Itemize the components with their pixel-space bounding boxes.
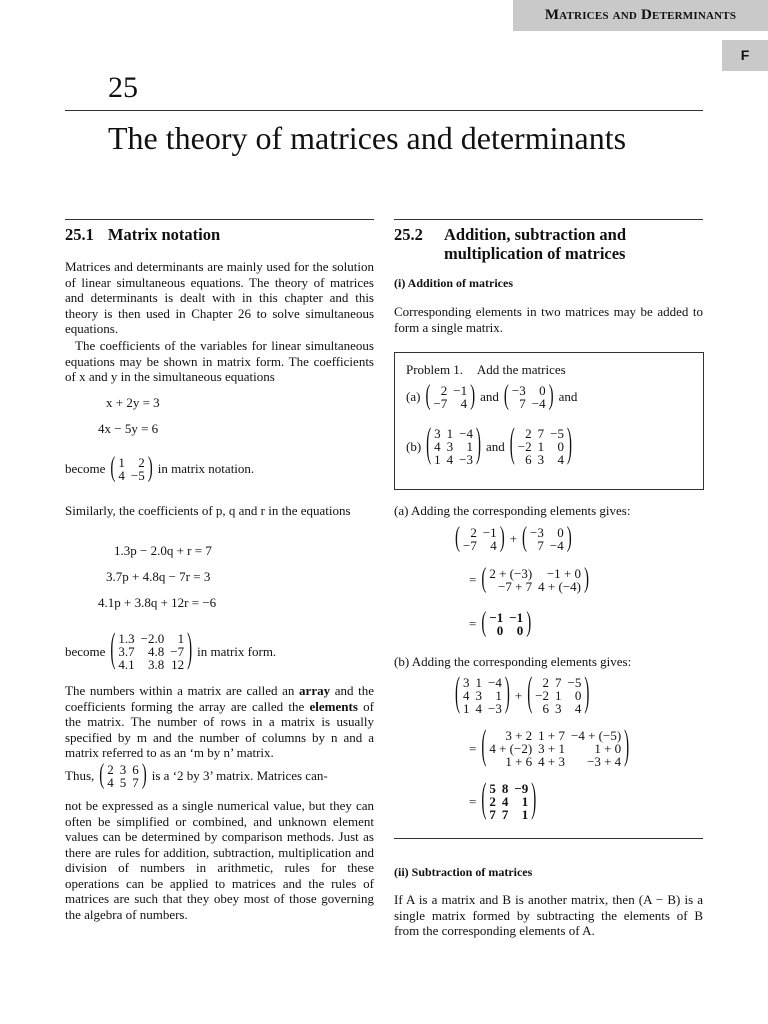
matrix-cell: −2	[517, 439, 532, 454]
matrix-cell: 4	[118, 468, 125, 483]
part-label: (a)	[406, 389, 421, 405]
matrix-grid	[460, 676, 505, 715]
chapter-number: 25	[108, 71, 138, 104]
matrix-cell: 3 + 2	[505, 728, 533, 743]
matrix-cell: 4	[446, 452, 454, 467]
result-matrix	[481, 608, 532, 639]
matrix-grid	[532, 676, 584, 715]
matrix-cell: 3	[119, 762, 127, 777]
matrix-cell: 0	[557, 439, 564, 454]
matrix-cell: −7	[463, 538, 477, 553]
matrix-cell: 6	[525, 452, 532, 467]
matrix-cell: 3	[537, 452, 545, 467]
matrix-left-paren: (	[426, 423, 432, 467]
matrix-cell: 2	[525, 426, 532, 441]
matrix-cell: 1	[521, 794, 529, 809]
matrix-grid	[515, 427, 567, 466]
matrix-cell: 4	[475, 701, 482, 716]
solution-b-text: (b) Adding the corresponding elements gives:	[394, 654, 632, 669]
matrix-cell: 12	[171, 657, 185, 672]
matrix-right-paren: )	[584, 672, 590, 716]
matrix-grid	[115, 632, 187, 671]
matrix-grid	[486, 611, 526, 637]
matrix-cell: 2	[489, 794, 496, 809]
matrix-cell: 1 + 0	[594, 741, 622, 756]
matrix-cell: 7	[537, 538, 544, 553]
paragraph: not be expressed as a single numerical value, but they can often be simplified or combined, and unknown element values can be determined by comparison methods. Just as there are rules for addition, subtraction, multiplication and division of numbers in arithmetic, rules for these operations can be applied to matrices and the rules of matrices are such that they obey most of those governing the algebra of numbers.	[65, 798, 374, 922]
matrix-right-paren: )	[548, 381, 554, 412]
matrix-cell: 2	[470, 525, 477, 540]
matrix-row	[527, 539, 567, 552]
matrix-cell: −3	[459, 452, 474, 467]
matrix-left-paren: (	[425, 381, 431, 412]
matrix-cell: −7	[170, 644, 185, 659]
matrix-line	[65, 628, 277, 672]
matrix-right-paren: )	[566, 523, 572, 554]
matrix-row	[486, 580, 584, 593]
paragraph: Corresponding elements in two matrices may be added to form a single matrix.	[394, 304, 703, 335]
section-rule-right	[394, 219, 703, 220]
matrix-cell: 5	[119, 775, 127, 790]
equation: 3.7p + 4.8q − 7r = 3	[106, 569, 211, 584]
matrix-row	[431, 453, 476, 466]
plus-sign: +	[514, 687, 523, 703]
matrix-cell: 1	[555, 688, 562, 703]
matrix-row	[509, 397, 549, 410]
matrix-cell: 3 + 1	[538, 741, 566, 756]
matrix-cell: 4	[574, 701, 582, 716]
matrix-cell: 2	[440, 383, 448, 398]
section-heading-25-2	[394, 225, 703, 263]
matrix-cell: −1	[453, 383, 468, 398]
matrix-cell: 4	[434, 439, 441, 454]
matrix-cell: −5	[550, 426, 564, 441]
matrix-cell: −3	[511, 383, 526, 398]
section-number: 25.1	[65, 225, 94, 244]
matrix-cell: 7	[555, 675, 562, 690]
matrix-cell: 3	[475, 688, 482, 703]
section-heading-25-1	[65, 225, 220, 244]
matrix-cell: 1	[537, 439, 545, 454]
matrix-cell: 2	[138, 455, 145, 470]
become-text: become	[65, 643, 106, 659]
matrix-left-paren: (	[481, 778, 487, 822]
solution-a-text: (a) Adding the corresponding elements gives:	[394, 503, 631, 518]
matrix-cell: 1	[118, 455, 125, 470]
matrix-row	[460, 702, 505, 715]
matrix-right-paren: )	[187, 628, 193, 672]
matrix-left-paren: (	[503, 381, 509, 412]
solution-a-result	[469, 608, 532, 639]
matrix	[110, 628, 193, 672]
matrix-right-paren: )	[504, 672, 510, 716]
matrix-grid	[486, 782, 531, 821]
matrix-cell: 1	[463, 701, 470, 716]
matrix-cell: 4.1	[118, 657, 135, 672]
problem-part-a	[406, 381, 578, 412]
matrix-left-paren: (	[99, 760, 105, 791]
matrix-right-paren: )	[624, 725, 630, 769]
matrix	[481, 564, 589, 595]
solution-a-line2	[469, 564, 589, 595]
matrix-cell: 0	[574, 688, 582, 703]
thus-text: Thus,	[65, 768, 95, 784]
matrix-cell: −2	[535, 688, 550, 703]
matrix-cell: 3	[463, 675, 470, 690]
matrix-cell: −3	[488, 701, 502, 716]
section-tab: F	[722, 40, 768, 71]
plus-sign: +	[509, 531, 518, 547]
suffix-text: in matrix notation.	[157, 461, 255, 477]
section-number: 25.2	[394, 225, 423, 244]
section-title-line2: multiplication of matrices	[444, 244, 626, 263]
matrix-cell: 2	[107, 762, 114, 777]
matrix-right-paren: )	[526, 608, 532, 639]
matrix-left-paren: (	[110, 453, 116, 484]
section-title-line1: Addition, subtraction and	[444, 225, 627, 244]
matrix-cell: −1 + 0	[546, 566, 581, 581]
matrix-grid	[527, 526, 567, 552]
matrix-cell: 7	[501, 807, 509, 822]
matrix-cell: −4	[531, 396, 546, 411]
matrix-left-paren: (	[110, 628, 116, 672]
matrix-left-paren: (	[455, 672, 460, 716]
matrix-cell: −9	[514, 781, 529, 796]
paragraph: Similarly, the coefficients of p, q and r in the equations	[65, 503, 351, 518]
matrix-cell: −4 + (−5)	[571, 728, 622, 743]
matrix-cell: −1	[489, 610, 504, 625]
matrix-cell: 4	[501, 794, 509, 809]
matrix-cell: 0	[516, 623, 524, 638]
matrix-cell: −4	[549, 538, 564, 553]
matrix-cell: 0	[496, 623, 504, 638]
subheading: (ii) Subtraction of matrices	[394, 865, 533, 879]
matrix-cell: −1	[509, 610, 524, 625]
subsection-rule	[394, 838, 703, 839]
matrix-row	[486, 808, 531, 821]
matrix	[455, 672, 510, 716]
matrix-cell: 4 + 3	[538, 754, 566, 769]
text-run: The numbers within a matrix are called an	[65, 683, 300, 698]
term-array: array	[299, 683, 331, 698]
running-header-title: Matrices and Determinants	[544, 6, 737, 23]
matrix-cell: 8	[501, 781, 509, 796]
matrix-cell: 1	[177, 631, 185, 646]
matrix-cell: 6	[542, 701, 550, 716]
problem-part-b	[406, 423, 572, 467]
part-label: (b)	[406, 438, 422, 454]
matrix-row	[430, 397, 470, 410]
matrix	[455, 523, 505, 554]
matrix-cell: 4	[107, 775, 114, 790]
matrix-cell: 7	[519, 396, 526, 411]
matrix-cell: −3 + 4	[587, 754, 622, 769]
matrix-row	[460, 539, 500, 552]
problem-heading	[406, 362, 566, 378]
matrix-cell: 1.3	[118, 631, 135, 646]
matrix-cell: 3.7	[118, 644, 135, 659]
matrix	[99, 760, 147, 791]
matrix-cell: 2 + (−3)	[489, 566, 533, 581]
matrix-cell: 4	[490, 538, 497, 553]
matrix-cell: 4 + (−4)	[538, 579, 581, 594]
matrix-cell: 4 + (−2)	[489, 741, 533, 756]
matrix-right-paren: )	[141, 760, 147, 791]
matrix	[481, 725, 630, 769]
matrix-right-paren: )	[566, 423, 572, 467]
matrix-cell: −7	[433, 396, 448, 411]
matrix-cell: 1	[446, 426, 454, 441]
matrix-cell: 4	[460, 396, 468, 411]
problem-text: Add the matrices	[476, 362, 566, 377]
chapter-rule	[65, 110, 703, 111]
subheading: (i) Addition of matrices	[394, 276, 513, 290]
matrix-grid	[460, 526, 500, 552]
matrix-grid	[104, 763, 142, 789]
and-text: and	[480, 389, 499, 405]
matrix-cell: 1 + 6	[505, 754, 533, 769]
equation: 4x − 5y = 6	[98, 421, 159, 436]
matrix-cell: 1	[466, 439, 474, 454]
matrix	[425, 381, 476, 412]
matrix-line	[65, 453, 255, 484]
matrix-cell: 3	[446, 439, 454, 454]
matrix-cell: 4.8	[148, 644, 165, 659]
matrix-right-paren: )	[476, 423, 482, 467]
section-title: Matrix notation	[107, 225, 221, 244]
and-text: and	[558, 389, 578, 405]
matrix-line	[65, 760, 328, 791]
matrix	[426, 423, 482, 467]
equation: 4.1p + 3.8q + 12r = −6	[98, 595, 217, 610]
matrix-grid	[115, 456, 147, 482]
matrix-left-paren: (	[481, 725, 487, 769]
matrix-cell: −7 + 7	[498, 579, 533, 594]
matrix-cell: 0	[557, 525, 564, 540]
chapter-title: The theory of matrices and determinants	[108, 120, 627, 156]
matrix	[522, 523, 572, 554]
solution-b-result	[469, 778, 537, 822]
matrix-right-paren: )	[531, 778, 537, 822]
matrix-grid	[486, 729, 624, 768]
problem-label: Problem 1.	[406, 362, 464, 377]
term-elements: elements	[309, 698, 358, 714]
matrix-cell: 7	[489, 807, 496, 822]
matrix-grid	[486, 567, 584, 593]
and-text: and	[486, 438, 505, 454]
matrix-row	[486, 624, 526, 637]
result-matrix	[481, 778, 537, 822]
matrix-cell: −3	[530, 525, 544, 540]
matrix-cell: 4	[463, 688, 470, 703]
matrix-row	[532, 702, 584, 715]
matrix	[503, 381, 554, 412]
matrix	[110, 453, 153, 484]
paragraph: Matrices and determinants are mainly used for the solution of linear simultaneous equations. The theory of matrices and determinants is dealt with in this chapter and this theory is then used in Chapter 26 to solve simultaneous equations.	[65, 259, 374, 336]
text-run: of the matrix. The number of rows in a matrix is usually specified by m and the number of columns by n and a matrix referred to as an ‘m by n’ matrix.	[65, 698, 374, 760]
matrix-cell: −1	[482, 525, 497, 540]
matrix-left-paren: (	[481, 564, 487, 595]
matrix-cell: 1	[521, 807, 529, 822]
solution-b-line1	[455, 672, 590, 716]
matrix-cell: 7	[537, 426, 545, 441]
matrix-cell: 1	[495, 688, 502, 703]
matrix-cell: 1	[475, 675, 482, 690]
matrix-cell: 2	[542, 675, 550, 690]
text-run: and the coefficients forming the array are called the	[65, 683, 374, 714]
matrix-cell: 4	[557, 452, 564, 467]
matrix-grid	[430, 384, 470, 410]
matrix-left-paren: (	[522, 523, 528, 554]
matrix-right-paren: )	[470, 381, 476, 412]
matrix	[509, 423, 572, 467]
matrix-cell: 7	[132, 775, 139, 790]
matrix-row	[104, 776, 142, 789]
equals-sign: =	[469, 616, 477, 632]
matrix-cell: 5	[489, 781, 496, 796]
matrix-left-paren: (	[509, 423, 515, 467]
matrix	[527, 672, 590, 716]
matrix-cell: −4	[459, 426, 474, 441]
equals-sign: =	[469, 740, 477, 756]
matrix-row	[515, 453, 567, 466]
matrix-cell: −4	[488, 675, 502, 690]
matrix-cell: −2.0	[140, 631, 165, 646]
matrix-grid	[431, 427, 476, 466]
matrix-row	[115, 469, 147, 482]
solution-b-line2	[469, 725, 630, 769]
paragraph: If A is a matrix and B is another matrix, then (A − B) is a single matrix formed by subtracting the elements of B from the corresponding elements of A.	[394, 892, 703, 938]
matrix-cell: 1	[434, 452, 441, 467]
suffix-text: in matrix form.	[197, 643, 277, 659]
matrix-cell: 3	[434, 426, 441, 441]
matrix-cell: 3	[555, 701, 562, 716]
become-text: become	[65, 461, 106, 477]
paragraph	[65, 683, 374, 761]
section-rule-left	[65, 219, 374, 220]
matrix-right-paren: )	[584, 564, 589, 595]
matrix-cell: 0	[539, 383, 546, 398]
matrix-right-paren: )	[499, 523, 505, 554]
matrix-left-paren: (	[455, 523, 460, 554]
suffix-text: is a ‘2 by 3’ matrix. Matrices can-	[151, 768, 328, 784]
equation: 1.3p − 2.0q + r = 7	[114, 543, 212, 558]
paragraph: The coefficients of the variables for linear simultaneous equations may be shown in matrix form. The coefficients of x and y in the simultaneous equations	[65, 338, 374, 384]
matrix-row	[115, 658, 187, 671]
matrix-cell: 6	[132, 762, 139, 777]
matrix-left-paren: (	[481, 608, 487, 639]
matrix-cell: 3.8	[148, 657, 165, 672]
equals-sign: =	[469, 793, 477, 809]
matrix-cell: −5	[567, 675, 582, 690]
solution-a-line1	[455, 523, 572, 554]
matrix-cell: −5	[130, 468, 145, 483]
matrix-cell: 1 + 7	[538, 728, 566, 743]
equals-sign: =	[469, 572, 477, 588]
equation: x + 2y = 3	[106, 395, 160, 410]
matrix-row	[486, 755, 624, 768]
matrix-grid	[509, 384, 549, 410]
matrix-left-paren: (	[527, 672, 533, 716]
matrix-right-paren: )	[147, 453, 153, 484]
